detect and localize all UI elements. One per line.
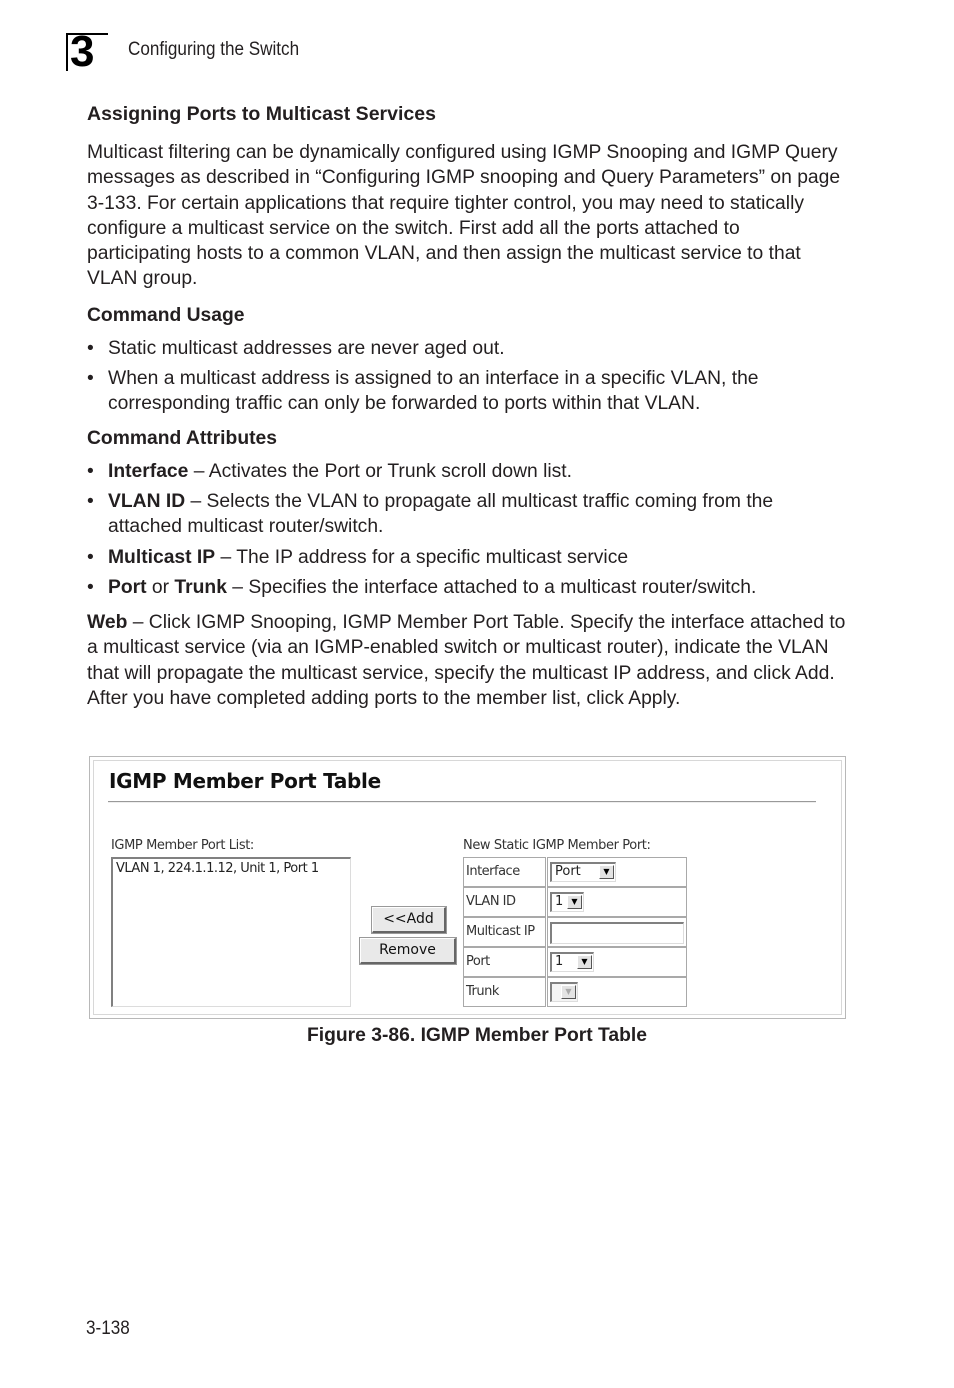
multicast-ip-label: Multicast IP — [463, 917, 546, 947]
trunk-label: Trunk — [463, 977, 546, 1007]
bullet-icon: • — [87, 576, 94, 598]
vlan-id-label: VLAN ID — [463, 887, 546, 917]
chapter-number: 3 — [70, 27, 95, 76]
running-head: Configuring the Switch — [128, 39, 300, 60]
web-term: Web — [87, 612, 128, 634]
interface-row — [463, 857, 687, 887]
interface-value: Port — [555, 864, 581, 879]
bullet-icon: • — [87, 337, 94, 359]
member-port-listbox[interactable] — [111, 857, 351, 1007]
bullet-icon: • — [87, 490, 94, 512]
figure-title: IGMP Member Port Table — [109, 769, 381, 793]
multicast-ip-cell — [547, 917, 687, 947]
new-static-member-port-label: New Static IGMP Member Port: — [463, 838, 651, 853]
chevron-down-icon: ▼ — [599, 865, 614, 879]
trunk-select[interactable] — [550, 982, 578, 1002]
bullet-icon: • — [87, 546, 94, 568]
attribute-term: Multicast IP — [108, 546, 216, 568]
list-item: • VLAN ID – Selects the VLAN to propagate all multicast traffic coming from the attached multicast router/switch. — [87, 490, 774, 538]
bullet-icon: • — [87, 460, 94, 482]
page-number: 3-138 — [86, 1318, 130, 1339]
multicast-ip-input[interactable] — [550, 922, 684, 944]
vlan-id-select[interactable] — [550, 892, 584, 912]
port-value: 1 — [555, 954, 564, 969]
list-item: • When a multicast address is assigned to an interface in a specific VLAN, the corresponding traffic can only be forwarded to ports within that VLAN. — [87, 368, 759, 415]
attribute-term: VLAN ID — [108, 490, 186, 512]
attribute-term: Interface — [108, 460, 189, 482]
multicast-ip-row — [463, 917, 687, 947]
trunk-row — [463, 977, 687, 1007]
trunk-cell — [547, 977, 687, 1007]
intro-paragraph: Multicast filtering can be dynamically configured using IGMP Snooping and IGMP Query messages as described in “Configuring IGMP snooping and Query Parameters” on page 3-133. For certain applications that require tighter control, you may need to statically configure a multicast service on the switch. First add all the ports attached to participating hosts to a common VLAN, and then assign the multicast service to that VLAN group. — [87, 142, 841, 290]
vlan-id-cell — [547, 887, 687, 917]
remove-button[interactable]: Remove — [360, 938, 456, 964]
port-select[interactable] — [550, 952, 594, 972]
vlan-id-row — [463, 887, 687, 917]
page-content — [87, 102, 847, 723]
list-item[interactable]: VLAN 1, 224.1.1.12, Unit 1, Port 1 — [116, 861, 319, 876]
command-attributes-heading: Command Attributes — [87, 427, 277, 449]
port-label: Port — [463, 947, 546, 977]
chevron-down-icon: ▼ — [567, 895, 582, 909]
interface-label: Interface — [463, 857, 546, 887]
web-paragraph: Web – Click IGMP Snooping, IGMP Member Port Table. Specify the interface attached to a multicast service (via an IGMP-enabled switch or multicast router), indicate the VLAN that will propagate the multicast service, specify the multicast IP address, and click Add. After you have completed adding ports to the member list, click Apply. — [87, 612, 846, 710]
interface-select[interactable] — [550, 862, 616, 882]
chevron-down-icon: ▼ — [577, 955, 592, 969]
figure-frame — [93, 760, 842, 1015]
port-row — [463, 947, 687, 977]
list-item: • Interface – Activates the Port or Trunk scroll down list. — [87, 459, 847, 484]
list-item: • Port or Trunk – Specifies the interface attached to a multicast router/switch. — [87, 575, 847, 600]
igmp-member-port-table-figure — [89, 756, 846, 1019]
command-attributes-list — [87, 459, 847, 600]
chevron-down-icon: ▼ — [561, 985, 576, 999]
attribute-term: Port — [108, 576, 147, 598]
section-title: Assigning Ports to Multicast Services — [87, 103, 436, 125]
bullet-icon: • — [87, 368, 94, 390]
interface-cell — [547, 857, 687, 887]
figure-caption: Figure 3-86. IGMP Member Port Table — [306, 1025, 647, 1046]
attribute-term: Trunk — [174, 576, 227, 598]
member-port-list-label: IGMP Member Port List: — [111, 838, 254, 853]
add-button[interactable]: <<Add — [372, 907, 446, 933]
command-usage-heading: Command Usage — [87, 304, 245, 326]
list-item: • Static multicast addresses are never aged out. — [87, 336, 847, 361]
command-usage-list — [87, 336, 847, 417]
vlan-id-value: 1 — [555, 894, 564, 909]
list-item: • Multicast IP – The IP address for a specific multicast service — [87, 545, 847, 570]
port-cell — [547, 947, 687, 977]
title-divider — [108, 801, 816, 803]
